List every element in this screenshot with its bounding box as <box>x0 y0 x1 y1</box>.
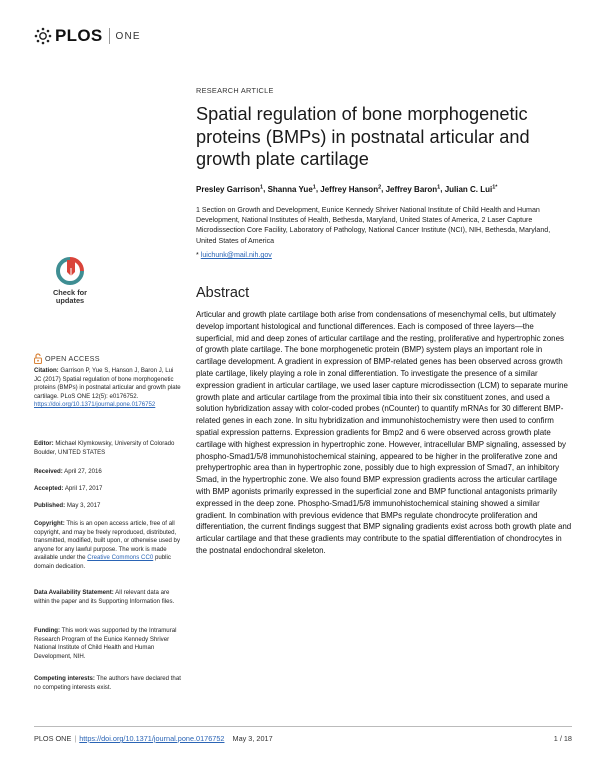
article-title: Spatial regulation of bone morphogenetic proteins (BMPs) in postnatal articular and growth plate cartilage <box>196 104 530 169</box>
data-availability-label: Data Availability Statement: <box>34 589 114 596</box>
editor-label: Editor: <box>34 440 54 447</box>
author-name: Shanna Yue$^1$ <box>267 184 316 194</box>
author-affiliation-sup: 1* <box>492 184 498 190</box>
page-number: 1 / 18 <box>553 734 572 743</box>
copyright-end: public domain dedication. <box>34 554 171 570</box>
author-name: Jeffrey Hanson$^2$ <box>320 184 382 194</box>
copyright-text: This is an open access article, free of all copyright, and may be freely reproduced, distributed, transmitted, modified, built upon, or otherwise used by anyone for any lawful purpose. The work is made available under the <box>34 520 180 562</box>
accepted-date: April 17, 2017 <box>64 485 103 492</box>
author-affiliation-sup: 1 <box>260 184 264 190</box>
funding-block <box>34 627 182 661</box>
check-updates-icon <box>55 256 85 286</box>
copyright-block <box>34 520 182 572</box>
article-type: RESEARCH ARTICLE <box>196 86 274 95</box>
author-list: Presley Garrison$^1$, Shanna Yue$^1$, Jeffrey Hanson$^2$, Jeffrey Baron$^1$, Julian C. Lui$^{1*}$ <box>196 184 498 194</box>
accepted-block <box>34 485 182 494</box>
accepted-label: Accepted: <box>34 485 64 492</box>
citation-text: Garrison P, Yue S, Hanson J, Baron J, Lui JC (2017) Spatial regulation of bone morphogenetic proteins (BMPs) in postnatal articular and growth plate cartilage. PLoS ONE 12(5): e0176752. <box>34 367 181 400</box>
received-block <box>34 468 182 477</box>
check-updates-label: Check for updates <box>52 288 88 306</box>
corresponding-email <box>196 251 572 259</box>
affiliations: 1 Section on Growth and Development, Eunice Kennedy Shriver National Institute of Child Health and Human Development, National Institutes of Health, Bethesda, Maryland, United States of America, 2 Laser Capture Microdissection Core Facility, Laboratory of Pathology, National Cancer Institute (NCI), NIH, Bethesda, Maryland, United States of America <box>196 206 551 245</box>
citation-block <box>34 367 182 410</box>
footer-journal: PLOS ONE <box>34 734 72 743</box>
check-for-updates-badge[interactable] <box>40 256 100 314</box>
abstract-text: Articular and growth plate cartilage both arise from condensations of mesenchymal cells, but ultimately develop important histological and functional differences. Each is composed of three layers—the superficial, mid and deep zones of articular cartilage and the resting, proliferative and hypertrophic zones of growth plate cartilage. The bone morphogenetic protein (BMP) system plays an important role in cartilage development. A gradient in expression of BMP-related genes has been observed across growth plate cartilage, likely playing a role in zonal differentiation. To investigate the presence of a similar expression gradient in articular cartilage, we used laser capture microdissection (LCM) to separate murine growth plate and articular cartilage from the proximal tibia into their six constituent zones, and used a solution hybridization assay with color-coded probes (nCounter) to quantify mRNAs for 30 different BMP-related genes in each zone. In situ hybridization and immunohistochemistry were then used to confirm spatial expression patterns. Expression gradients for Bmp2 and 6 were observed across growth plate cartilage with highest expression in hypertrophic zone. However, intracellular BMP signaling, assessed by phospho-Smad1/5/8 immunohistochemical staining, appeared to be higher in the proliferative zone and prehypertrophic area than in hypertrophic zone, possibly due to high expression of Smad7, an inhibitory Smad, in the hypertrophic zone. We also found BMP expression gradients across the articular cartilage with BMP agonists primarily expressed in the superficial zone and BMP functional antagonists primarily expressed in the deep zone. Phospho-Smad1/5/8 immunohistochemical staining showed a similar gradient. In combination with previous evidence that BMPs regulate chondrocyte proliferation and differentiation, the current findings suggest that BMP signaling gradients exist across both growth plate and articular cartilage and that these gradients may contribute to the spatial differentiation of chondrocytes in the postnatal endochondral skeleton. <box>196 310 572 555</box>
editor-block <box>34 440 182 457</box>
published-label: Published: <box>34 502 66 509</box>
abstract-heading: Abstract <box>196 285 250 301</box>
cc0-link[interactable]: Creative Commons CC0 <box>87 554 154 562</box>
journal-logo-text: PLOS <box>55 26 103 45</box>
editor-text: Michael Klymkowsky, University of Colorado Boulder, UNITED STATES <box>34 440 175 456</box>
author-name: Julian C. Lui$^{1*}$ <box>444 184 498 194</box>
open-access-badge <box>34 353 100 364</box>
received-label: Received: <box>34 468 63 475</box>
copyright-label: Copyright: <box>34 520 65 527</box>
page-footer: PLOS ONE | https://doi.org/10.1371/journal.pone.0176752 May 3, 2017 <box>34 734 273 743</box>
citation-label: Citation: <box>34 367 59 374</box>
email-marker: * <box>196 251 199 259</box>
email-link[interactable]: luichunk@mail.nih.gov <box>200 251 272 259</box>
competing-interests-label: Competing interests: <box>34 675 95 682</box>
footer-doi-link[interactable]: https://doi.org/10.1371/journal.pone.0176752 <box>79 734 225 743</box>
author-affiliation-sup: 1 <box>437 184 441 190</box>
open-access-label: OPEN ACCESS <box>45 354 100 363</box>
funding-label: Funding: <box>34 627 61 634</box>
author-name: Presley Garrison$^1$ <box>196 184 264 194</box>
data-availability-block <box>34 589 182 606</box>
logo-divider <box>109 28 110 44</box>
footer-divider <box>34 726 572 727</box>
data-availability-text: All relevant data are within the paper and its Supporting Information files. <box>34 589 175 605</box>
citation-doi-link[interactable]: https://doi.org/10.1371/journal.pone.0176752 <box>34 401 156 409</box>
footer-date: May 3, 2017 <box>232 734 273 743</box>
competing-interests-block <box>34 675 182 692</box>
author-affiliation-sup: 1 <box>312 184 316 190</box>
plos-mark-icon <box>34 27 52 45</box>
author-name: Jeffrey Baron$^1$ <box>385 184 441 194</box>
published-date: May 3, 2017 <box>66 502 101 509</box>
funding-text: This work was supported by the Intramural Research Program of the Eunice Kennedy Shriver National Institute of Child Health and Human Development, NIH. <box>34 627 177 660</box>
journal-logo <box>34 26 141 46</box>
open-lock-icon <box>34 353 42 364</box>
published-block <box>34 502 182 511</box>
author-affiliation-sup: 2 <box>378 184 382 190</box>
competing-interests-text: The authors have declared that no competing interests exist. <box>34 675 181 691</box>
received-date: April 27, 2016 <box>64 468 102 475</box>
journal-sub: ONE <box>115 30 141 42</box>
